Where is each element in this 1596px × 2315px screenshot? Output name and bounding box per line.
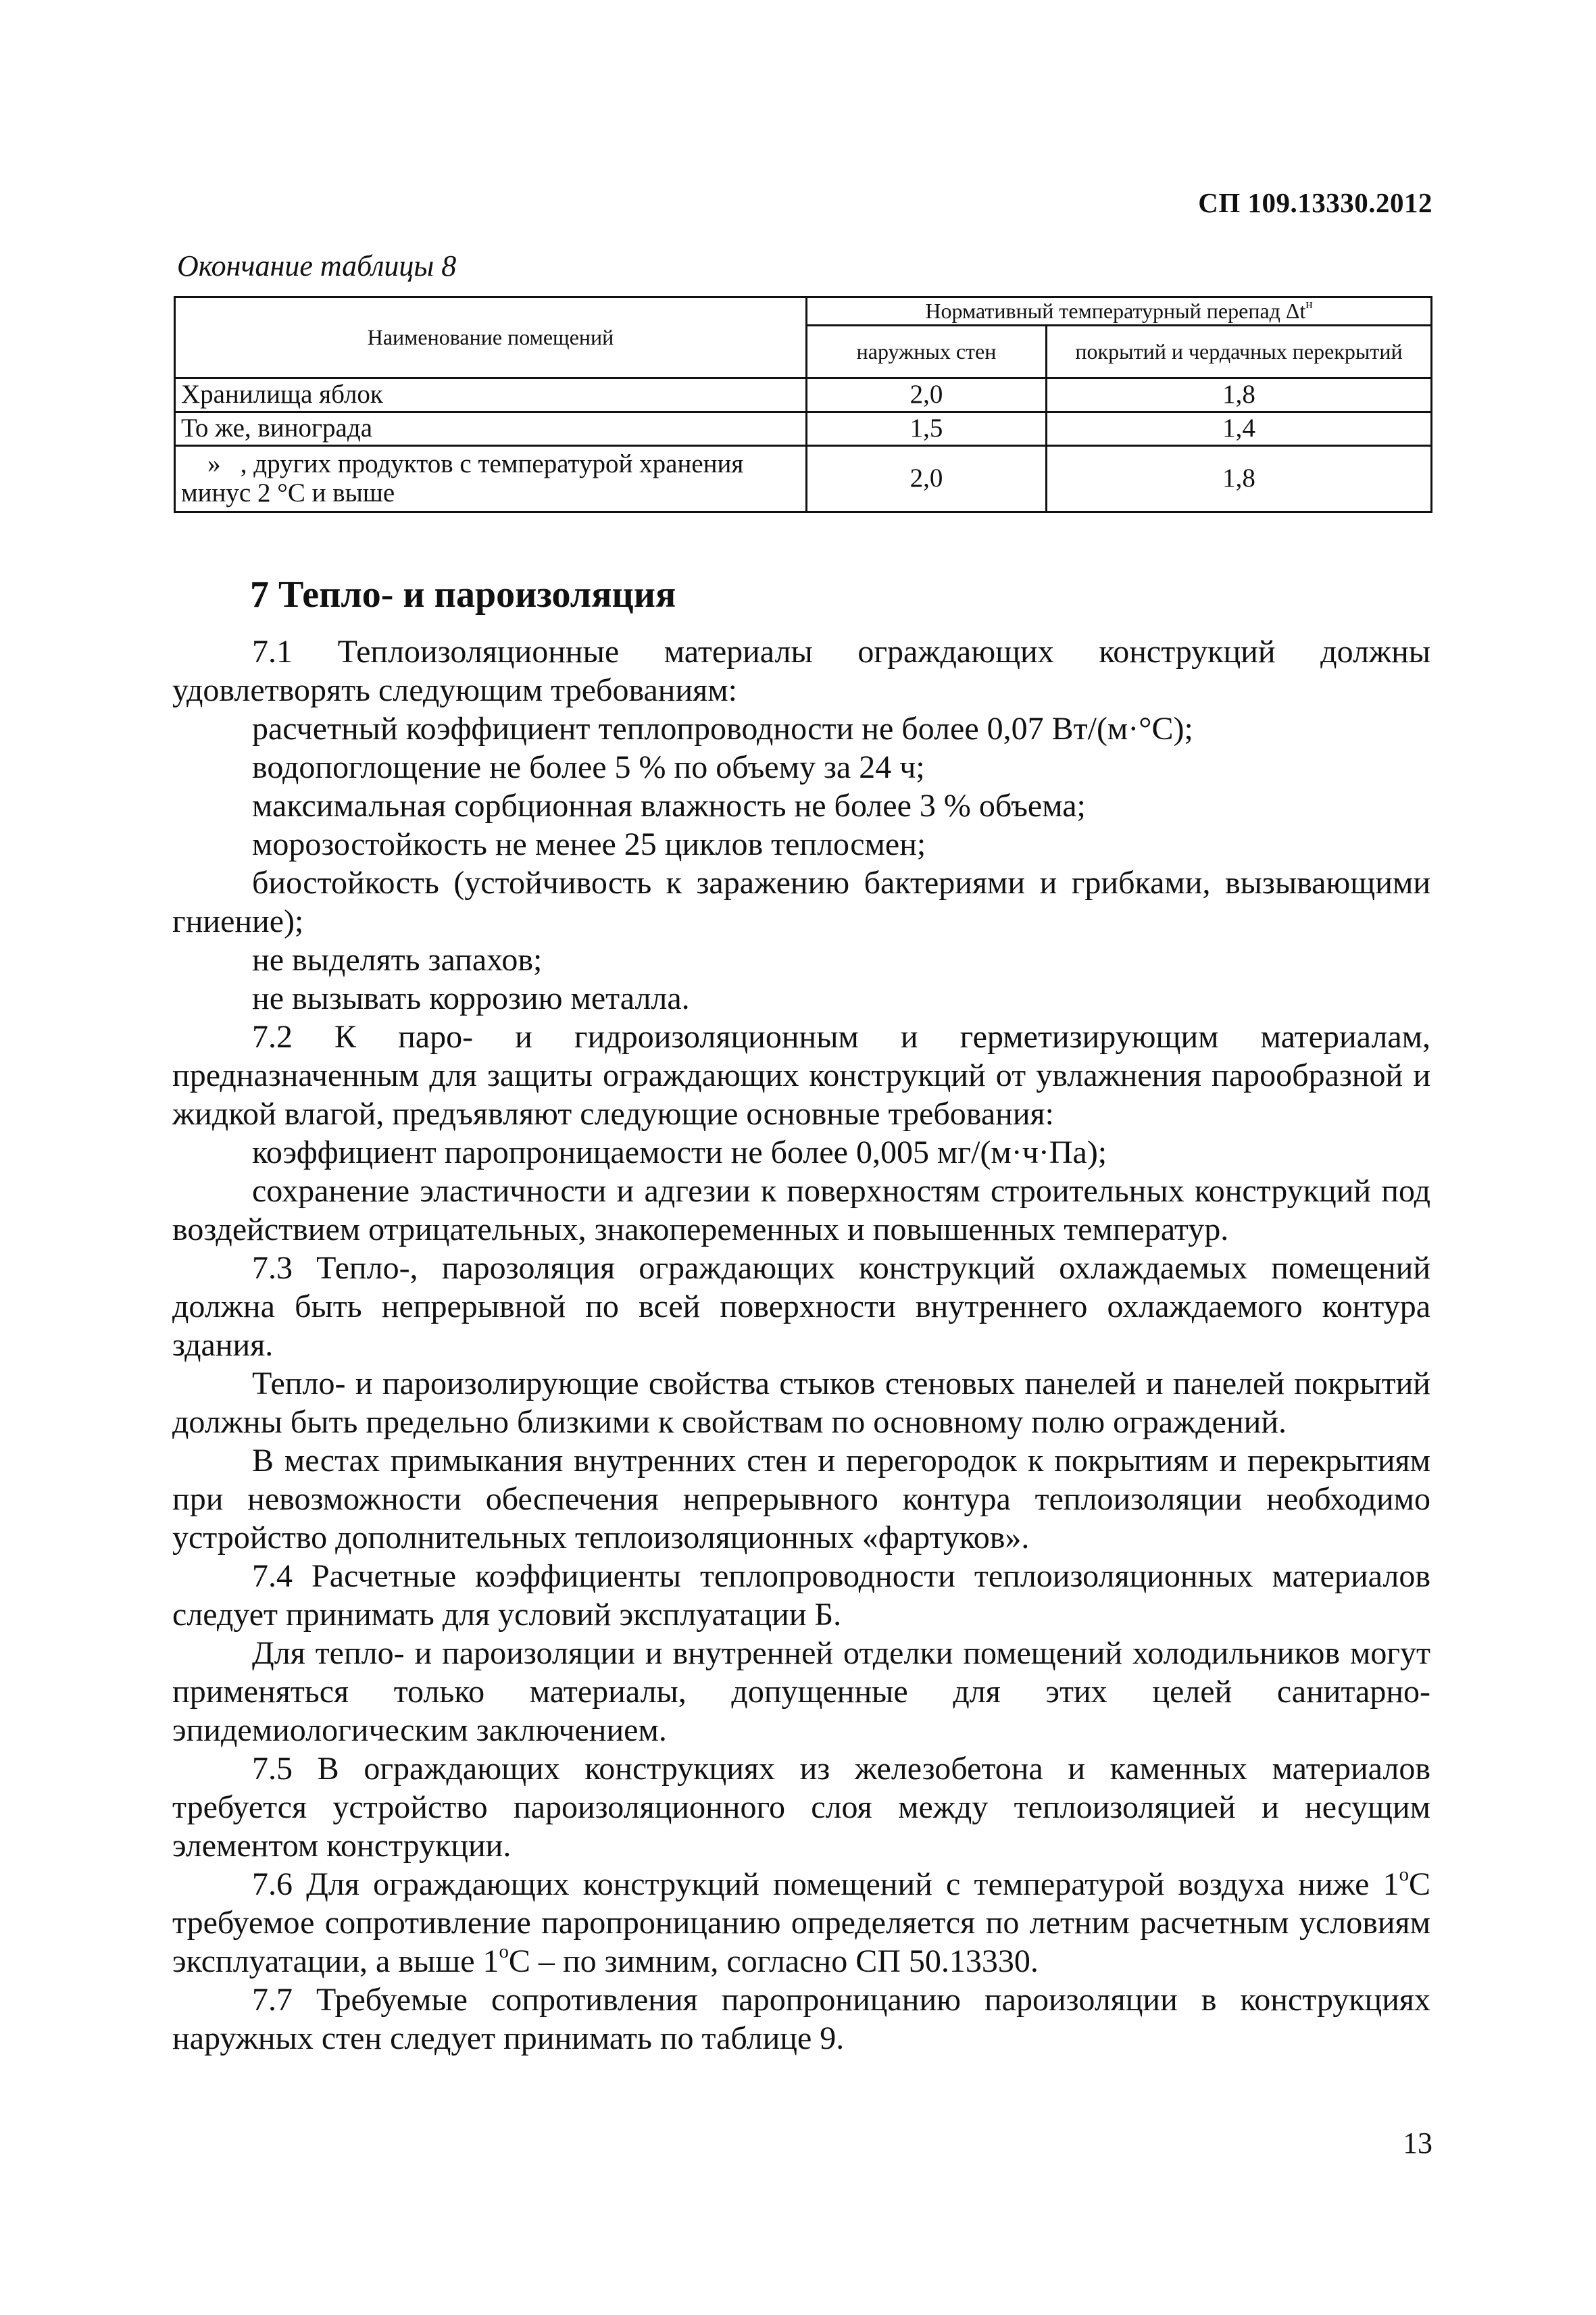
header-roofs-and-attic-floors: покрытий и чердачных перекрытий [1047, 326, 1432, 378]
temperature-difference-table [174, 296, 1432, 513]
header-normative-temperature-difference: Нормативный температурный перепад $\Delta t^н$ [807, 297, 1432, 326]
requirement-item: морозостойкость не менее 25 циклов теплосмен; [252, 826, 926, 862]
paragraph: В местах примыкания внутренних стен и перегородок к покрытиям и перекрытиям при невозможности обеспечения непрерывного контура теплоизоляции необходимо устройство дополнительных теплоизоляционных «фартуков». [172, 1443, 1430, 1555]
paragraph-7-2: 7.2 К паро- и гидроизоляционным и герметизирующим материалам, предназначенным для защиты ограждающих конструкций от увлажнения парообразной и жидкой влагой, предъявляют следующие основные требования: [172, 1019, 1430, 1132]
requirement-item: биостойкость (устойчивость к заражению бактериями и грибками, вызывающими гниение); [172, 865, 1430, 939]
section-body [172, 632, 1430, 2058]
row-room-name: То же, винограда [175, 412, 807, 446]
section-heading: 7 Тепло- и пароизоляция [250, 574, 676, 616]
row-room-name: Хранилища яблок [175, 378, 807, 412]
paragraph: Для тепло- и пароизоляции и внутренней отделки помещений холодильников могут применяться только материалы, допущенные для этих целей санитарно-эпидемиологическим заключением. [172, 1635, 1430, 1748]
document-code: СП 109.13330.2012 [1198, 187, 1432, 218]
table-row [175, 412, 1432, 446]
row-walls-value: 2,0 [807, 446, 1047, 512]
paragraph-7-3: 7.3 Тепло-, парозоляция ограждающих конструкций охлаждаемых помещений должна быть непрерывной по всей поверхности внутреннего охлаждаемого контура здания. [172, 1250, 1430, 1363]
paragraph-7-5: 7.5 В ограждающих конструкциях из железобетона и каменных материалов требуется устройство пароизоляционного слоя между теплоизоляцией и несущим элементом конструкции. [172, 1751, 1430, 1864]
table-row [175, 446, 1432, 512]
requirement-item: расчетный коэффициент теплопроводности не более 0,07 Вт/(м·°С); [252, 711, 1193, 747]
row-walls-value: 2,0 [807, 378, 1047, 412]
table-caption: Окончание таблицы 8 [177, 249, 457, 282]
row-roofs-value: 1,8 [1047, 446, 1432, 512]
row-walls-value: 1,5 [807, 412, 1047, 446]
requirement-item: не выделять запахов; [252, 942, 543, 978]
paragraph-7-7: 7.7 Требуемые сопротивления паропроницанию пароизоляции в конструкциях наружных стен следует принимать по таблице 9. [172, 1982, 1430, 2056]
table-row [175, 378, 1432, 412]
page-number: 13 [1403, 2126, 1432, 2160]
paragraph-7-4: 7.4 Расчетные коэффициенты теплопроводности теплоизоляционных материалов следует принимать для условий эксплуатации Б. [172, 1558, 1430, 1633]
row-room-name: » , других продуктов с температурой хранения минус 2 °С и выше [175, 446, 807, 512]
requirement-item: максимальная сорбционная влажность не более 3 % объема; [252, 788, 1086, 824]
paragraph-7-6: 7.6 Для ограждающих конструкций помещений с температурой воздуха ниже $1^оС$ требуемое сопротивление паропроницанию определяется по летним расчетным условиям эксплуатации, а выше $1^оС$ – по зимним, согласно СП 50.13330. [172, 1863, 1430, 1979]
row-roofs-value: 1,4 [1047, 412, 1432, 446]
requirement-item: сохранение эластичности и адгезии к поверхностям строительных конструкций под воздействием отрицательных, знакопеременных и повышенных температур. [172, 1173, 1430, 1247]
header-room-names: Наименование помещений [175, 297, 807, 378]
header-external-walls: наружных стен [807, 326, 1047, 378]
requirement-item: водопоглощение не более 5 % по объему за 24 ч; [252, 749, 925, 785]
requirement-item: не вызывать коррозию металла. [252, 980, 690, 1016]
paragraph-7-1: 7.1 Теплоизоляционные материалы ограждающих конструкций должны удовлетворять следующим требованиям: [172, 634, 1430, 708]
row-roofs-value: 1,8 [1047, 378, 1432, 412]
requirement-item: коэффициент паропроницаемости не более 0,005 мг/(м·ч·Па); [252, 1135, 1107, 1170]
paragraph: Тепло- и пароизолирующие свойства стыков стеновых панелей и панелей покрытий должны быть предельно близкими к свойствам по основному полю ограждений. [172, 1366, 1430, 1440]
